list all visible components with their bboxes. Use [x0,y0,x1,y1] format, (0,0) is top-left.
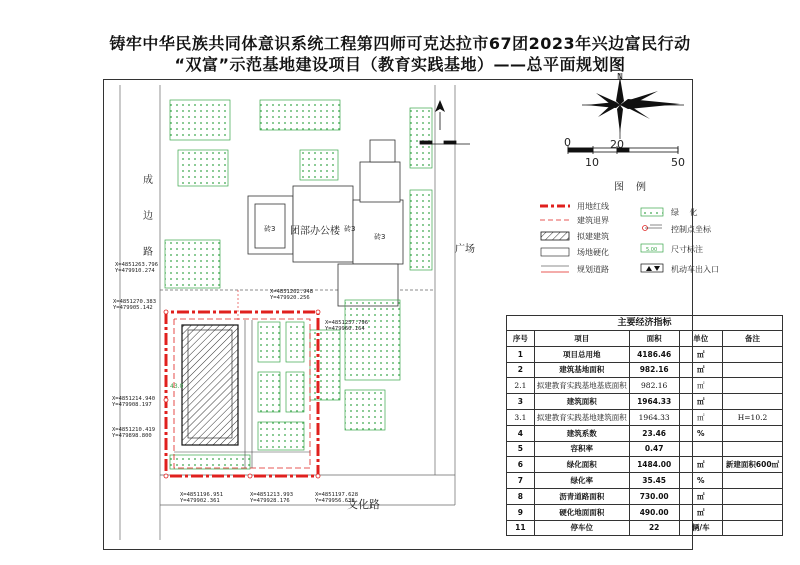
table-header-row [507,331,783,347]
table-cell-area: 0.47 [629,441,679,457]
table-row [507,378,783,394]
table-cell-unit: % [679,425,722,441]
table-cell-note [723,394,783,410]
svg-text:5.00: 5.00 [646,247,658,253]
compass-rose-icon [582,73,684,139]
table-cell-item: 硬化地面面积 [534,504,629,520]
table-cell-no: 3 [507,394,535,410]
street-label-south: 文化路 [347,498,380,511]
dimension-icon [641,244,663,253]
scale-label-20: 20 [610,138,624,151]
table-cell-area: 982.16 [629,378,679,394]
table-cell-item: 建筑基地面积 [534,362,629,378]
table-cell-item: 停车位 [534,520,629,536]
table-cell-area: 490.00 [629,504,679,520]
legend-label: 场地硬化 [577,248,609,257]
header-cell: 单位 [679,331,722,347]
table-cell-unit: ㎡ [679,378,722,394]
coord-label: X=4851270.383 Y=479905.142 [113,299,157,311]
table-cell-area: 1964.33 [629,394,679,410]
table-cell-no: 7 [507,473,535,489]
coord-label: X=4851257.796 Y=479960.164 [325,320,369,332]
table-cell-area: 1484.00 [629,457,679,473]
table-cell-note: 新建面积600㎡ [723,457,783,473]
table-row [507,409,783,425]
control-point-icon [643,225,663,231]
table-row [507,488,783,504]
table-cell-no: 3.1 [507,409,535,425]
table-row [507,520,783,536]
drawing-title-line1: 铸牢中华民族共同体意识系统工程第四师可克达拉市67团2023年兴边富民行动 [109,34,691,53]
legend-label: 拟建建筑 [577,232,609,241]
hatched-building-icon [541,232,569,240]
table-cell-note [723,441,783,457]
table-row [507,504,783,520]
main-office-label: 团部办公楼 [290,226,340,237]
table-cell-area: 982.16 [629,362,679,378]
table-row [507,362,783,378]
scale-label-0: 0 [564,136,571,149]
legend-label: 机动车出入口 [671,265,719,274]
table-cell-unit: ㎡ [679,394,722,410]
planned-road-icon [541,266,569,272]
coord-label: X=4851197.628 Y=479956.638 [315,492,359,504]
table-cell-note [723,362,783,378]
table-cell-item: 绿化率 [534,473,629,489]
table-cell-area: 35.45 [629,473,679,489]
table-cell-note [723,378,783,394]
building-label-right: 砖3 [374,233,386,241]
square-label: 广场 [455,244,475,255]
table-cell-note [723,425,783,441]
table-cell-item: 拟建教育实践基地建筑面积 [534,409,629,425]
plan-north-arrow-icon [435,100,445,130]
vehicle-entrance-icon [641,264,663,272]
table-cell-no: 11 [507,520,535,536]
table-cell-no: 5 [507,441,535,457]
table-cell-note [723,520,783,536]
north-label: N [617,72,623,81]
table-row [507,394,783,410]
hardened-site-icon [541,248,569,256]
table-cell-unit: ㎡ [679,488,722,504]
economic-indicators-table [506,315,783,536]
header-cell: 序号 [507,331,535,347]
coord-label: X=4851213.993 Y=479928.176 [250,492,294,504]
table-cell-no: 4 [507,425,535,441]
table-cell-unit: 辆/车 [679,520,722,536]
project-dimension: 43.0 [170,383,184,390]
coord-label: X=4851263.796 Y=479910.274 [115,262,159,274]
table-cell-note [723,473,783,489]
table-row [507,346,783,362]
legend-label: 控制点坐标 [671,225,711,234]
legend-title: 图例 [614,182,658,193]
table-cell-item: 拟建教育实践基地基底面积 [534,378,629,394]
coord-label: X=4851214.940 Y=479908.197 [112,396,156,408]
header-cell: 项目 [534,331,629,347]
building-label-left: 砖3 [264,225,276,233]
table-row [507,473,783,489]
table-cell-unit: ㎡ [679,409,722,425]
drawing-title-line2: “双富”示范基地建设项目（教育实践基地）——总平面规划图 [174,55,626,74]
table-cell-item: 建筑面积 [534,394,629,410]
table-cell-no: 1 [507,346,535,362]
table-cell-item: 建筑系数 [534,425,629,441]
table-cell-note: H=10.2 [723,409,783,425]
coord-label: X=4851210.419 Y=479898.800 [112,427,156,439]
legend-label: 规划道路 [577,265,609,274]
header-cell: 面积 [629,331,679,347]
table-caption: 主要经济指标 [506,315,783,330]
table-cell-no: 2 [507,362,535,378]
table-cell-unit: % [679,473,722,489]
table-cell-unit [679,441,722,457]
table-cell-note [723,488,783,504]
table-cell-area: 1964.33 [629,409,679,425]
legend-label: 尺寸标注 [671,245,703,254]
table-cell-unit: ㎡ [679,504,722,520]
legend-label: 建筑退界 [577,216,609,225]
table-cell-no: 6 [507,457,535,473]
table-row [507,425,783,441]
greenery-icon [641,208,663,216]
table-cell-note [723,346,783,362]
legend-label: 用地红线 [577,202,609,211]
table-cell-item: 绿化面积 [534,457,629,473]
table-cell-area: 730.00 [629,488,679,504]
coord-label: X=4851262.948 Y=479920.256 [270,289,314,301]
building-label-mid: 砖3 [344,225,356,233]
table-cell-unit: ㎡ [679,346,722,362]
table-cell-unit: ㎡ [679,457,722,473]
table-row [507,457,783,473]
proposed-building [182,325,238,445]
table-cell-item: 项目总用地 [534,346,629,362]
table-cell-no: 8 [507,488,535,504]
scale-label-50: 50 [671,156,685,169]
table-cell-item: 沥青道路面积 [534,488,629,504]
table-row [507,441,783,457]
table-cell-item: 容积率 [534,441,629,457]
coord-label: X=4851196.951 Y=479902.361 [180,492,224,504]
legend-label: 绿 化 [671,208,702,217]
scale-label-10: 10 [585,156,599,169]
table-cell-area: 22 [629,520,679,536]
table-cell-no: 2.1 [507,378,535,394]
plan-scale-bar [420,141,470,144]
table-cell-no: 9 [507,504,535,520]
table-cell-area: 4186.46 [629,346,679,362]
table-cell-area: 23.46 [629,425,679,441]
table-cell-note [723,504,783,520]
header-cell: 备注 [723,331,783,347]
street-label-west: 成 边 路 [143,175,153,258]
table-cell-unit: ㎡ [679,362,722,378]
